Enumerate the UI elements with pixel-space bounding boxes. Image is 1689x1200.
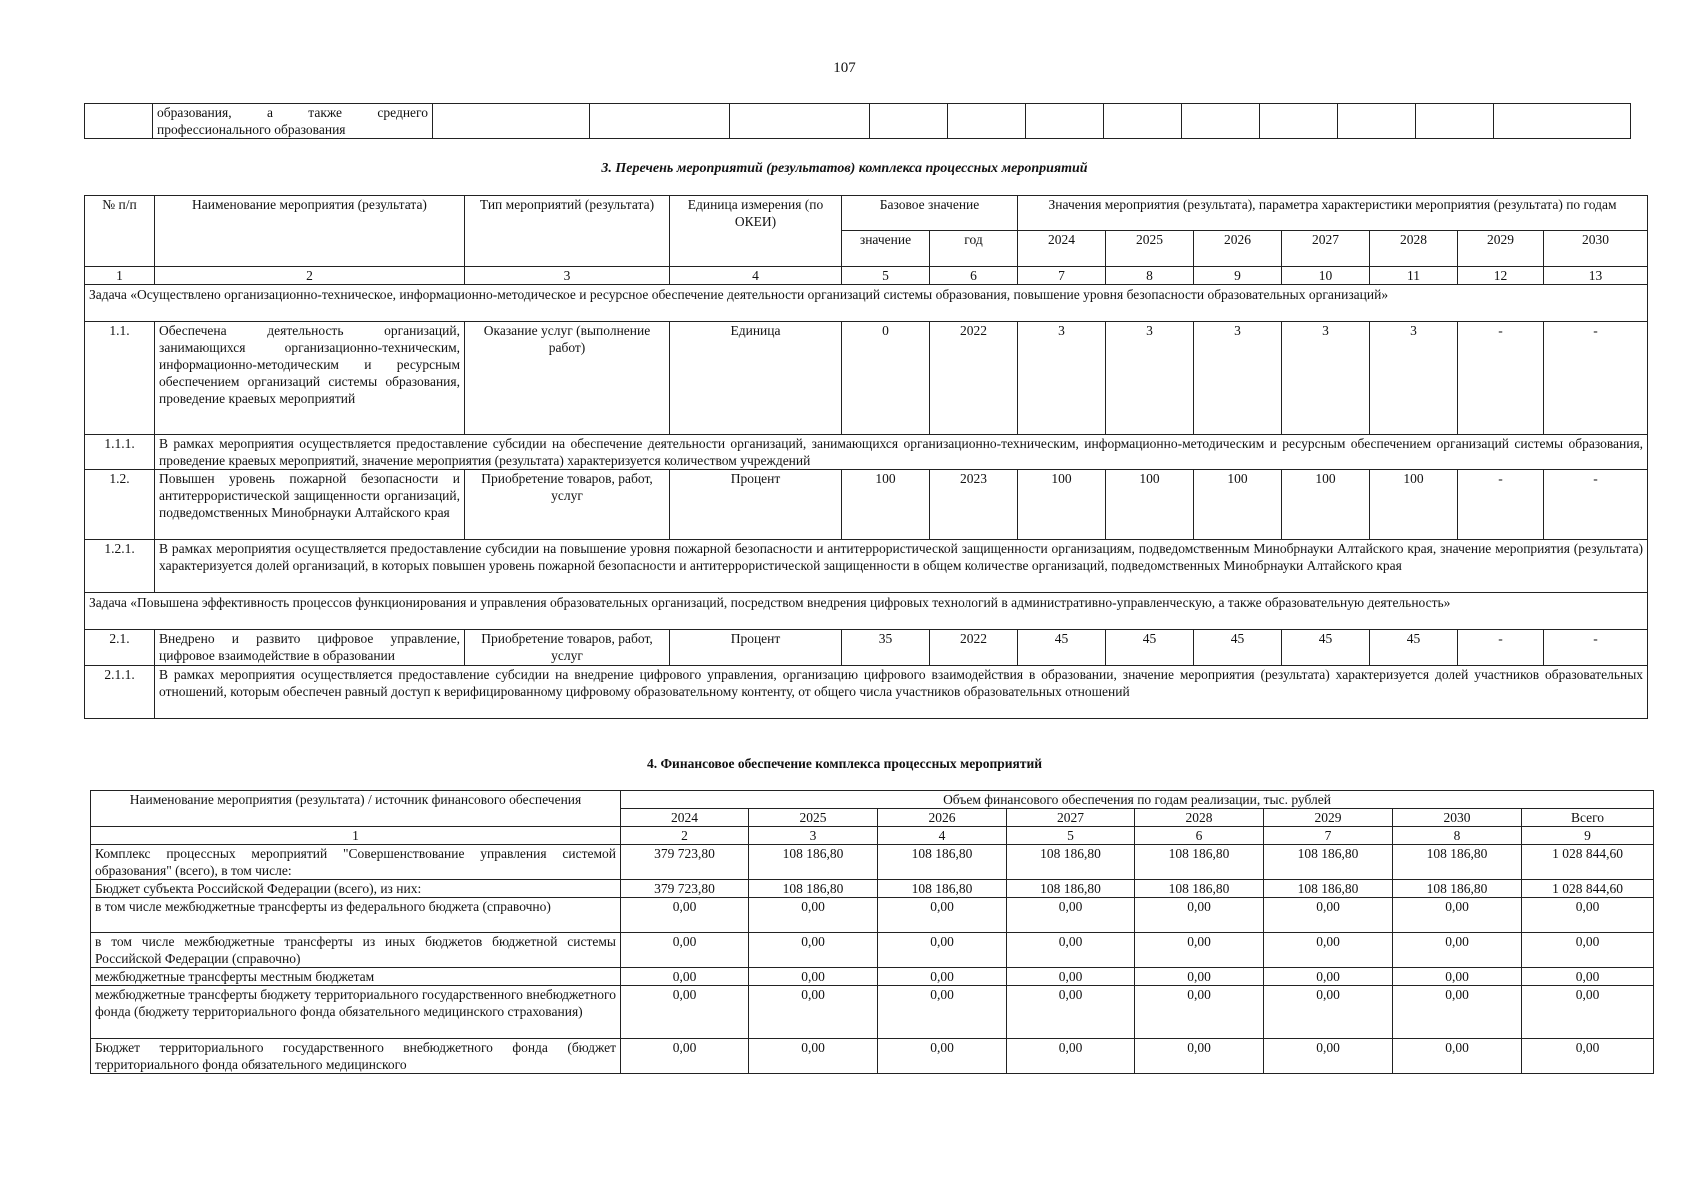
row-value: 1 028 844,60 [1522, 845, 1654, 880]
row-value: - [1458, 630, 1544, 666]
row-value: 45 [1194, 630, 1282, 666]
table-row [85, 666, 1648, 719]
row-num: 1.2.1. [85, 540, 155, 593]
column-numbers-row [91, 827, 1654, 845]
row-name: Обеспечена деятельность организаций, занимающихся организационно-техническим, информационно-методическим и ресурсным обеспечением организаций системы образования, проведение краевых мероприятий [155, 322, 465, 435]
col-number: 8 [1106, 267, 1194, 285]
row-value: - [1544, 630, 1648, 666]
header-year: 2026 [1194, 231, 1282, 267]
task-row [85, 593, 1648, 630]
row-value: 379 723,80 [621, 880, 749, 898]
row-value: 1 028 844,60 [1522, 880, 1654, 898]
row-num: 2.1.1. [85, 666, 155, 719]
continuation-row [85, 104, 1631, 139]
row-value: 0,00 [1393, 1039, 1522, 1074]
row-name: Повышен уровень пожарной безопасности и антитеррористической защищенности организаций, подведомственных Минобрнауки Алтайского края [155, 470, 465, 540]
table-row [85, 540, 1648, 593]
col-number: 13 [1544, 267, 1648, 285]
row-value: 0,00 [878, 933, 1007, 968]
header-base: Базовое значение [842, 196, 1018, 231]
row-value: 0,00 [1522, 986, 1654, 1039]
row-name: Внедрено и развито цифровое управление, цифровое взаимодействие в образовании [155, 630, 465, 666]
header-base-value: значение [842, 231, 930, 267]
row-value: 0,00 [1393, 898, 1522, 933]
header-volume: Объем финансового обеспечения по годам реализации, тыс. рублей [621, 791, 1654, 809]
header-year: 2026 [878, 809, 1007, 827]
row-value: 108 186,80 [749, 845, 878, 880]
header-name: Наименование мероприятия (результата) / источник финансового обеспечения [91, 791, 621, 827]
column-numbers-row [85, 267, 1648, 285]
table-row [85, 322, 1648, 435]
table-row [91, 845, 1654, 880]
row-value: 108 186,80 [1007, 880, 1135, 898]
row-value: 108 186,80 [878, 880, 1007, 898]
col-number: 5 [842, 267, 930, 285]
header-row [91, 791, 1654, 809]
finance-table [90, 790, 1654, 1074]
col-number: 11 [1370, 267, 1458, 285]
row-value: 108 186,80 [1007, 845, 1135, 880]
row-value: 100 [1106, 470, 1194, 540]
row-value: 108 186,80 [1135, 880, 1264, 898]
col-number: 7 [1264, 827, 1393, 845]
row-value: 0,00 [1393, 933, 1522, 968]
continuation-table [84, 103, 1631, 139]
col-number: 2 [621, 827, 749, 845]
col-number: 2 [155, 267, 465, 285]
row-value: 108 186,80 [1393, 845, 1522, 880]
row-description: В рамках мероприятия осуществляется предоставление субсидии на внедрение цифрового управления, организацию цифрового взаимодействия в образовании, значение мероприятия (результата) характеризуется долей участников образовательных отношений, которым обеспечен равный доступ к верифицированному цифровому образовательному контенту, от общего числа участников образовательных отношений [155, 666, 1648, 719]
row-value: 3 [1282, 322, 1370, 435]
header-values: Значения мероприятия (результата), параметра характеристики мероприятия (результата) по годам [1018, 196, 1648, 231]
row-value: 0,00 [1393, 986, 1522, 1039]
row-value: - [1458, 470, 1544, 540]
row-value: 45 [1370, 630, 1458, 666]
row-value: 0,00 [621, 1039, 749, 1074]
col-number: 9 [1194, 267, 1282, 285]
row-name: Бюджет субъекта Российской Федерации (всего), из них: [91, 880, 621, 898]
col-number: 4 [878, 827, 1007, 845]
col-number: 1 [85, 267, 155, 285]
row-type: Приобретение товаров, работ, услуг [465, 630, 670, 666]
col-number: 10 [1282, 267, 1370, 285]
row-value: 0,00 [878, 968, 1007, 986]
row-value: 0,00 [1264, 898, 1393, 933]
col-number: 1 [91, 827, 621, 845]
row-value: 0,00 [621, 933, 749, 968]
row-name: Комплекс процессных мероприятий "Совершенствование управления системой образования" (всего), в том числе: [91, 845, 621, 880]
table-row [91, 933, 1654, 968]
continuation-text: образования, а также среднего профессионального образования [153, 104, 433, 139]
row-num: 2.1. [85, 630, 155, 666]
header-year: 2024 [1018, 231, 1106, 267]
row-base-year: 2022 [930, 630, 1018, 666]
row-num: 1.1.1. [85, 435, 155, 470]
row-value: 0,00 [1522, 898, 1654, 933]
finance-rows [91, 845, 1654, 1074]
row-value: 0,00 [1264, 986, 1393, 1039]
row-name: в том числе межбюджетные трансферты из иных бюджетов бюджетной системы Российской Федерации (справочно) [91, 933, 621, 968]
header-year: 2028 [1370, 231, 1458, 267]
header-year: 2027 [1007, 809, 1135, 827]
row-unit: Процент [670, 470, 842, 540]
row-value: 0,00 [878, 898, 1007, 933]
row-name: в том числе межбюджетные трансферты из федерального бюджета (справочно) [91, 898, 621, 933]
col-number: 6 [930, 267, 1018, 285]
row-num: 1.2. [85, 470, 155, 540]
row-base-year: 2023 [930, 470, 1018, 540]
row-value: 3 [1194, 322, 1282, 435]
section4-title: 4. Финансовое обеспечение комплекса процессных мероприятий [646, 756, 1043, 771]
row-description: В рамках мероприятия осуществляется предоставление субсидии на повышение уровня пожарной безопасности и антитеррористической защищенности организациям, подведомственным Минобрнауки Алтайского края, значение мероприятия (результата) характеризуется долей организаций, в которых повышен уровень пожарной безопасности и антитеррористической защищенности в общем количестве организаций, подведомственных Минобрнауки Алтайского края [155, 540, 1648, 593]
header-year: 2030 [1544, 231, 1648, 267]
header-name: Наименование мероприятия (результата) [155, 196, 465, 267]
row-unit: Единица [670, 322, 842, 435]
header-year: 2029 [1264, 809, 1393, 827]
row-value: 0,00 [621, 968, 749, 986]
table-row [91, 1039, 1654, 1074]
row-value: 0,00 [1522, 933, 1654, 968]
row-value: 0,00 [749, 898, 878, 933]
row-value: 0,00 [749, 933, 878, 968]
table-row [91, 898, 1654, 933]
row-value: 100 [1370, 470, 1458, 540]
row-value: 108 186,80 [1135, 845, 1264, 880]
col-number: 6 [1135, 827, 1264, 845]
row-value: 0,00 [1135, 968, 1264, 986]
header-year: 2024 [621, 809, 749, 827]
row-value: 0,00 [749, 986, 878, 1039]
table-row [85, 470, 1648, 540]
row-value: 0,00 [1264, 933, 1393, 968]
col-number: 3 [749, 827, 878, 845]
row-value: 108 186,80 [749, 880, 878, 898]
table-row [91, 880, 1654, 898]
row-value: 0,00 [1007, 898, 1135, 933]
row-value: 0,00 [1007, 986, 1135, 1039]
row-value: 0,00 [1135, 933, 1264, 968]
row-value: 3 [1106, 322, 1194, 435]
row-value: 0,00 [1522, 1039, 1654, 1074]
header-year: 2025 [1106, 231, 1194, 267]
row-base-value: 35 [842, 630, 930, 666]
header-total: Всего [1522, 809, 1654, 827]
page-number: 107 [833, 60, 856, 76]
row-value: 100 [1194, 470, 1282, 540]
row-name: межбюджетные трансферты местным бюджетам [91, 968, 621, 986]
row-value: - [1544, 322, 1648, 435]
table-row [85, 630, 1648, 666]
header-year: 2030 [1393, 809, 1522, 827]
header-row [85, 196, 1648, 231]
row-value: 0,00 [1264, 968, 1393, 986]
row-value: - [1458, 322, 1544, 435]
row-value: - [1544, 470, 1648, 540]
row-value: 108 186,80 [1393, 880, 1522, 898]
row-value: 45 [1106, 630, 1194, 666]
row-value: 0,00 [878, 986, 1007, 1039]
row-base-value: 0 [842, 322, 930, 435]
row-value: 45 [1018, 630, 1106, 666]
row-name: Бюджет территориального государственного внебюджетного фонда (бюджет территориального фонда обязательного медицинского [91, 1039, 621, 1074]
row-value: 100 [1282, 470, 1370, 540]
col-number: 5 [1007, 827, 1135, 845]
row-value: 0,00 [1264, 1039, 1393, 1074]
row-value: 108 186,80 [1264, 880, 1393, 898]
row-unit: Процент [670, 630, 842, 666]
col-number: 7 [1018, 267, 1106, 285]
row-num: 1.1. [85, 322, 155, 435]
row-value: 0,00 [1135, 1039, 1264, 1074]
table-row [91, 968, 1654, 986]
row-value: 100 [1018, 470, 1106, 540]
section3-title: 3. Перечень мероприятий (результатов) комплекса процессных мероприятий [601, 161, 1088, 176]
row-value: 108 186,80 [878, 845, 1007, 880]
task-1: Задача «Осуществлено организационно-техническое, информационно-методическое и ресурсное обеспечение деятельности организаций системы образования, повышение уровня безопасности образовательных организаций» [85, 285, 1648, 322]
header-unit: Единица измерения (по ОКЕИ) [670, 196, 842, 267]
row-type: Приобретение товаров, работ, услуг [465, 470, 670, 540]
row-value: 108 186,80 [1264, 845, 1393, 880]
row-value: 0,00 [1007, 968, 1135, 986]
row-value: 379 723,80 [621, 845, 749, 880]
row-name: межбюджетные трансферты бюджету территориального государственного внебюджетного фонда (бюджету территориального фонда обязательного медицинского страхования) [91, 986, 621, 1039]
header-year: 2028 [1135, 809, 1264, 827]
task-row [85, 285, 1648, 322]
activities-table [84, 195, 1648, 719]
row-description: В рамках мероприятия осуществляется предоставление субсидии на обеспечение деятельности организаций, занимающихся организационно-техническим, информационно-методическим и ресурсным обеспечением организаций системы образования, проведение краевых мероприятий, значение мероприятия (результата) характеризуется количеством учреждений [155, 435, 1648, 470]
row-value: 0,00 [621, 898, 749, 933]
row-value: 0,00 [1007, 933, 1135, 968]
row-value: 0,00 [1393, 968, 1522, 986]
row-value: 0,00 [1007, 1039, 1135, 1074]
col-number: 3 [465, 267, 670, 285]
row-value: 45 [1282, 630, 1370, 666]
header-year: 2027 [1282, 231, 1370, 267]
row-value: 0,00 [878, 1039, 1007, 1074]
row-type: Оказание услуг (выполнение работ) [465, 322, 670, 435]
row-value: 0,00 [1135, 986, 1264, 1039]
row-base-year: 2022 [930, 322, 1018, 435]
header-year: 2025 [749, 809, 878, 827]
header-num: № п/п [85, 196, 155, 267]
col-number: 8 [1393, 827, 1522, 845]
row-value: 0,00 [749, 1039, 878, 1074]
col-number: 12 [1458, 267, 1544, 285]
header-year: 2029 [1458, 231, 1544, 267]
row-value: 0,00 [749, 968, 878, 986]
row-base-value: 100 [842, 470, 930, 540]
row-value: 3 [1018, 322, 1106, 435]
row-value: 0,00 [1522, 968, 1654, 986]
row-value: 0,00 [1135, 898, 1264, 933]
header-type: Тип мероприятий (результата) [465, 196, 670, 267]
row-value: 3 [1370, 322, 1458, 435]
col-number: 4 [670, 267, 842, 285]
row-value: 0,00 [621, 986, 749, 1039]
task-2: Задача «Повышена эффективность процессов функционирования и управления образовательных организаций, посредством внедрения цифровых технологий в административно-управленческую, а также образовательную деятельность» [85, 593, 1648, 630]
col-number: 9 [1522, 827, 1654, 845]
table-row [91, 986, 1654, 1039]
table-row [85, 435, 1648, 470]
header-base-year: год [930, 231, 1018, 267]
